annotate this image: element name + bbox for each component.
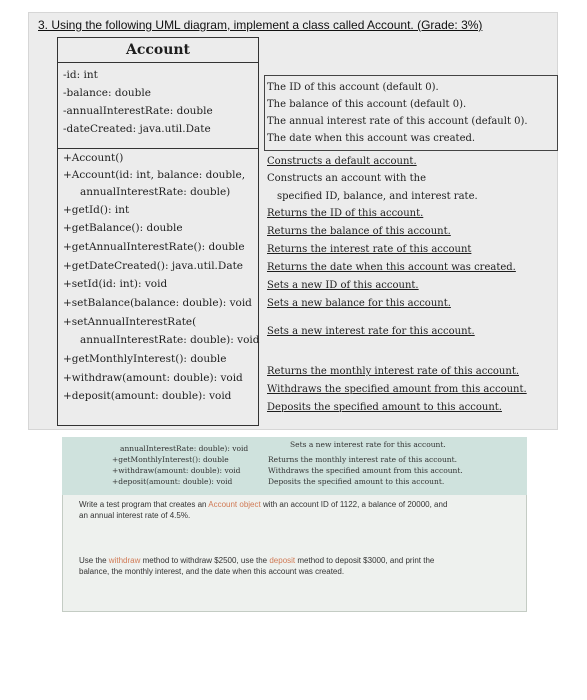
uml-method: annualInterestRate: double): void bbox=[80, 334, 260, 346]
instruction-text: method to withdraw $2500, use the bbox=[140, 556, 270, 565]
uml-field: -balance: double bbox=[63, 87, 151, 99]
uml-divider bbox=[58, 148, 258, 149]
uml-class-diagram bbox=[57, 37, 259, 426]
usage-instruction bbox=[79, 556, 434, 566]
instruction-text: method to deposit $3000, and print the bbox=[295, 556, 435, 565]
instruction-text: Write a test program that creates an bbox=[79, 500, 209, 509]
uml-method: +getBalance(): double bbox=[63, 222, 183, 234]
uml-field: -annualInterestRate: double bbox=[63, 105, 213, 117]
method-description: Returns the monthly interest rate of this account. bbox=[268, 455, 458, 464]
uml-method: +withdraw(amount: double): void bbox=[112, 466, 241, 475]
uml-method: +deposit(amount: double): void bbox=[112, 477, 233, 486]
uml-method: +withdraw(amount: double): void bbox=[63, 372, 243, 384]
method-description: Constructs a default account. bbox=[267, 156, 417, 167]
uml-method: +getAnnualInterestRate(): double bbox=[63, 241, 245, 253]
instruction-highlight: withdraw bbox=[108, 556, 141, 565]
instruction-text: Use the bbox=[79, 556, 109, 565]
instruction-highlight: Account object bbox=[208, 500, 261, 509]
method-description: Returns the monthly interest rate of this account. bbox=[267, 366, 520, 377]
instruction-text: an annual interest rate of 4.5%. bbox=[79, 511, 191, 520]
uml-method: +Account() bbox=[63, 152, 124, 164]
instruction-highlight: deposit bbox=[269, 556, 296, 565]
test-program-instruction bbox=[79, 500, 447, 510]
uml-method: +Account(id: int, balance: double, bbox=[63, 169, 246, 181]
method-description: Withdraws the specified amount from this account. bbox=[267, 384, 527, 395]
method-description: Returns the interest rate of this account bbox=[267, 244, 472, 255]
uml-field: -dateCreated: java.util.Date bbox=[63, 123, 211, 135]
field-description: The date when this account was created. bbox=[267, 133, 476, 144]
uml-class-name: Account bbox=[125, 42, 191, 58]
uml-method: +setBalance(balance: double): void bbox=[63, 297, 252, 309]
uml-method: annualInterestRate: double) bbox=[80, 186, 231, 198]
instruction-text: balance, the monthly interest, and the date when this account was created. bbox=[79, 567, 345, 576]
method-description: Returns the balance of this account. bbox=[267, 226, 451, 237]
method-description: Deposits the specified amount to this account. bbox=[267, 402, 502, 413]
uml-method: +setAnnualInterestRate( bbox=[63, 316, 197, 328]
field-description: The annual interest rate of this account (default 0). bbox=[267, 116, 528, 127]
method-description: Sets a new interest rate for this account. bbox=[290, 440, 446, 449]
uml-method: +setId(id: int): void bbox=[63, 278, 168, 290]
uml-method: +getMonthlyInterest(): double bbox=[112, 455, 229, 464]
uml-method: +deposit(amount: double): void bbox=[63, 390, 232, 402]
uml-method: annualInterestRate: double): void bbox=[120, 444, 249, 453]
method-description: Sets a new balance for this account. bbox=[267, 298, 451, 309]
method-description: Returns the ID of this account. bbox=[267, 208, 424, 219]
method-description: Returns the date when this account was created. bbox=[267, 262, 516, 273]
uml-divider bbox=[58, 62, 258, 63]
field-description: The balance of this account (default 0). bbox=[267, 99, 467, 110]
uml-field: -id: int bbox=[63, 69, 98, 81]
question-heading: 3. Using the following UML diagram, implement a class called Account. (Grade: 3%) bbox=[38, 18, 483, 32]
uml-method: +getDateCreated(): java.util.Date bbox=[63, 260, 244, 272]
method-description: Withdraws the specified amount from this account. bbox=[268, 466, 463, 475]
method-description: Sets a new ID of this account. bbox=[267, 280, 419, 291]
instruction-text: with an account ID of 1122, a balance of 20000, and bbox=[260, 500, 448, 509]
method-description: Constructs an account with the bbox=[267, 173, 427, 184]
method-description: Sets a new interest rate for this account. bbox=[267, 326, 475, 337]
method-description: Deposits the specified amount to this account. bbox=[268, 477, 445, 486]
field-description: The ID of this account (default 0). bbox=[267, 82, 439, 93]
uml-method: +getMonthlyInterest(): double bbox=[63, 353, 227, 365]
method-description: specified ID, balance, and interest rate. bbox=[277, 191, 478, 202]
uml-method: +getId(): int bbox=[63, 204, 130, 216]
